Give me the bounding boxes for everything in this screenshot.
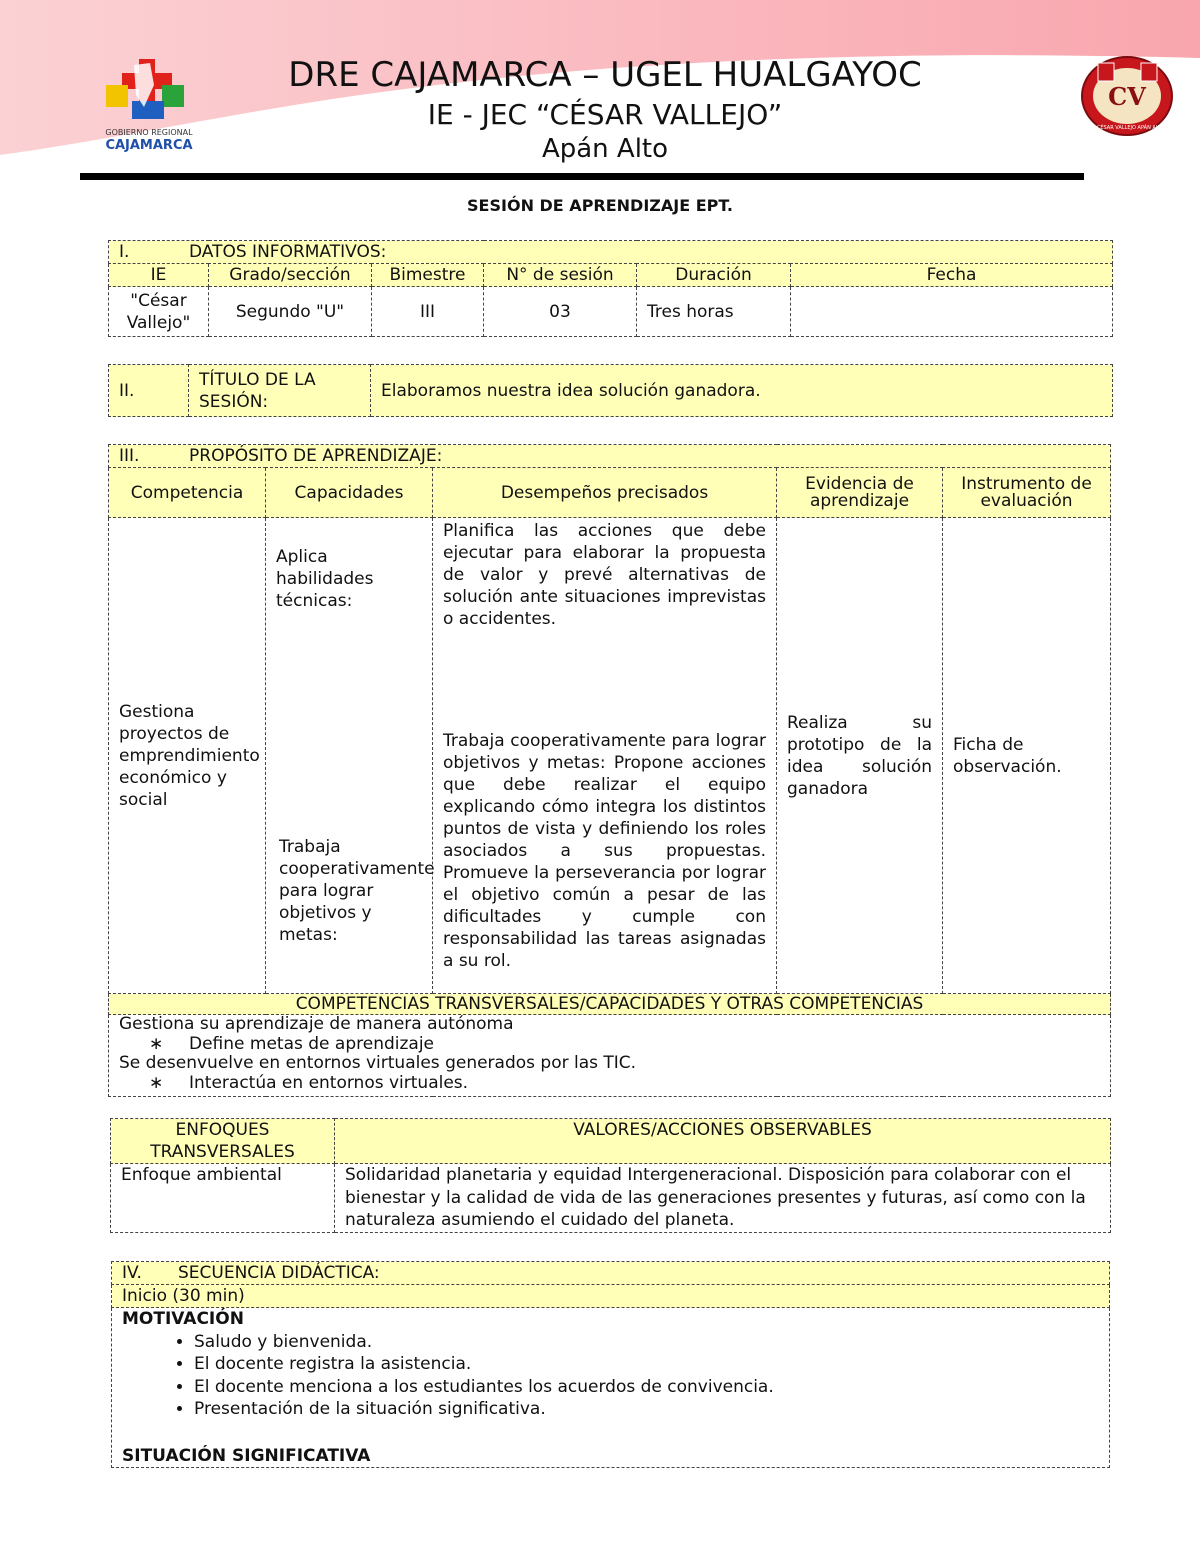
instrumento-value: Ficha de observación. xyxy=(943,518,1111,994)
desempeno-2: Trabaja cooperativamente para lograr objetivos y metas: Propone acciones que debe realizar el equipo explicando cómo integra los distintos puntos de vista y definiendo los roles asociados a sus propuestas. Promueve la perseverancia por lograr el objetivo común a pesar de las dificultades y cumple con responsabilidad las tareas asignadas a su rol. xyxy=(443,731,766,971)
col-enfoques: ENFOQUES TRANSVERSALES xyxy=(111,1119,335,1164)
motivacion-label: MOTIVACIÓN xyxy=(122,1309,244,1329)
gobierno-regional-logo xyxy=(92,55,207,155)
value-fecha xyxy=(791,287,1113,337)
competencia-value: Gestiona proyectos de emprendimiento económico y social xyxy=(109,518,266,994)
secuencia-body xyxy=(112,1308,1110,1468)
motivacion-item: • El docente menciona a los estudiantes los acuerdos de convivencia. xyxy=(194,1376,1099,1399)
header-line-1: DRE CAJAMARCA – UGEL HUALGAYOC xyxy=(288,55,922,95)
document-title: SESIÓN DE APRENDIZAJE EPT. xyxy=(467,196,733,215)
col-capacidades: Capacidades xyxy=(266,468,433,518)
capacidad-1: Aplica habilidades técnicas: xyxy=(276,547,374,611)
proposito-table xyxy=(108,444,1111,1097)
logo-right-text: I.E CÉSAR VALLEJO APÁN ALTO xyxy=(1089,125,1165,131)
transversal-list xyxy=(109,1015,1111,1097)
logo-left-line2: CAJAMARCA xyxy=(105,138,193,153)
col-duracion: Duración xyxy=(637,264,791,287)
transversal-capacidad-1: ∗ Define metas de aprendizaje xyxy=(149,1033,435,1054)
col-bimestre: Bimestre xyxy=(372,264,484,287)
col-sesion: N° de sesión xyxy=(484,264,637,287)
header-rule xyxy=(80,173,1084,180)
desempeno-1: Planifica las acciones que debe ejecutar para elaborar la propuesta de valor y prevé alternativas de solución ante situaciones imprevistas o accidentes. xyxy=(443,521,766,629)
school-crest-logo xyxy=(1080,55,1175,137)
col-desempenos: Desempeños precisados xyxy=(433,468,777,518)
col-grado: Grado/sección xyxy=(209,264,372,287)
transversal-capacidad-2: ∗ Interactúa en entornos virtuales. xyxy=(149,1072,469,1093)
datos-informativos-table xyxy=(108,240,1113,337)
capacidad-2: Trabaja cooperativamente para lograr objetivos y metas: xyxy=(279,837,435,945)
header-line-3: Apán Alto xyxy=(541,134,669,164)
transversal-competencia-2: Se desenvuelve en entornos virtuales generados por las TIC. xyxy=(119,1053,637,1073)
valores-value: Solidaridad planetaria y equidad Intergeneracional. Disposición para colaborar con el bienestar y la calidad de vida de las generaciones presentes y futuras, así como con la naturaleza asumiendo el cuidado del planeta. xyxy=(335,1164,1111,1233)
logo-left-line1: GOBIERNO REGIONAL xyxy=(105,128,193,137)
value-sesion: 03 xyxy=(484,287,637,337)
section-1-heading: I. DATOS INFORMATIVOS: xyxy=(109,241,1113,264)
motivacion-item: • Presentación de la situación significativa. xyxy=(194,1398,1099,1421)
desempenos-cell xyxy=(433,518,777,994)
col-ie: IE xyxy=(109,264,209,287)
value-ie: "César Vallejo" xyxy=(109,287,209,337)
situacion-label: SITUACIÓN SIGNIFICATIVA xyxy=(122,1445,371,1466)
transversal-competencia-1: Gestiona su aprendizaje de manera autónoma xyxy=(119,1014,514,1034)
inicio-label: Inicio (30 min) xyxy=(112,1285,1110,1308)
titulo-sesion-table xyxy=(108,364,1113,417)
transversal-heading: COMPETENCIAS TRANSVERSALES/CAPACIDADES Y OTRAS COMPETENCIAS xyxy=(109,994,1111,1015)
secuencia-table xyxy=(111,1261,1110,1468)
section-2-label: TÍTULO DE LA SESIÓN: xyxy=(189,365,371,417)
evidencia-value: Realiza su prototipo de la idea solución ganadora xyxy=(777,518,943,994)
section-4-heading: IV. SECUENCIA DIDÁCTICA: xyxy=(112,1262,1110,1285)
col-instrumento: Instrumento de evaluación xyxy=(943,468,1111,518)
enfoque-value: Enfoque ambiental xyxy=(111,1164,335,1233)
section-3-heading: III. PROPÓSITO DE APRENDIZAJE: xyxy=(109,445,1111,468)
svg-text:CV: CV xyxy=(1108,82,1146,111)
capacidades-cell xyxy=(266,518,433,994)
motivacion-item: • Saludo y bienvenida. xyxy=(194,1331,1099,1354)
value-bimestre: III xyxy=(372,287,484,337)
value-grado: Segundo "U" xyxy=(209,287,372,337)
col-fecha: Fecha xyxy=(791,264,1113,287)
col-competencia: Competencia xyxy=(109,468,266,518)
col-evidencia: Evidencia de aprendizaje xyxy=(777,468,943,518)
enfoques-table xyxy=(110,1118,1111,1233)
header-line-2: IE - JEC “CÉSAR VALLEJO” xyxy=(427,98,783,131)
col-valores: VALORES/ACCIONES OBSERVABLES xyxy=(335,1119,1111,1164)
motivacion-item: • El docente registra la asistencia. xyxy=(194,1353,1099,1376)
section-2-num: II. xyxy=(109,365,189,417)
session-title-value: Elaboramos nuestra idea solución ganadora. xyxy=(371,365,1113,417)
value-duracion: Tres horas xyxy=(637,287,791,337)
